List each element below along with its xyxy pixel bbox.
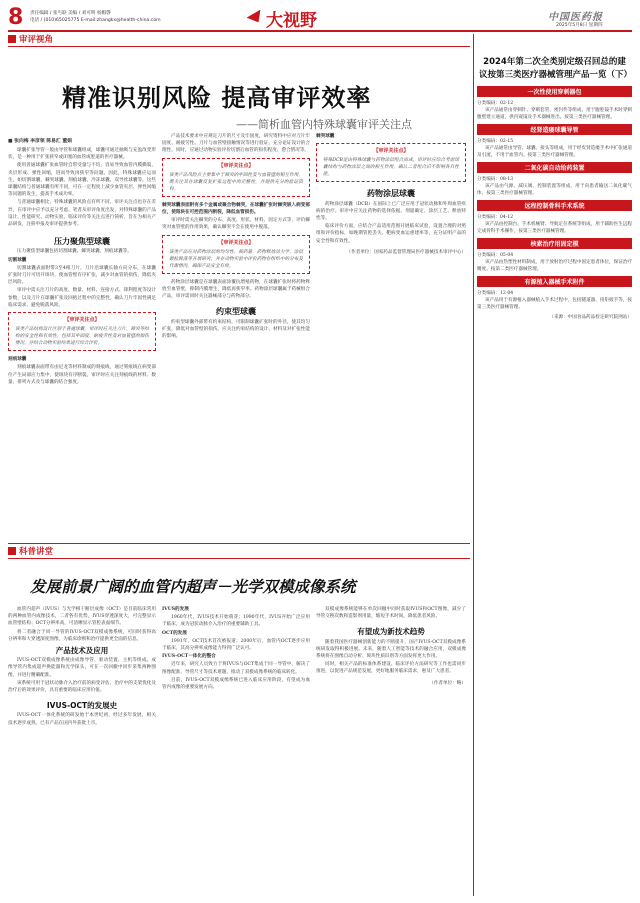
sidebar-entry <box>477 276 632 311</box>
review-note-text: 特殊DCB是由特殊球囊与药物涂层组合而成，审评时应综合考虑球囊结构与药物涂层之间的相互作用，确认二者组合后不影响各自性能。 <box>323 158 459 178</box>
paragraph: 临床评价方面，应结合产品适用范围开展临床试验，设置合理的对照组和评价指标，如晚期管腔丢失、靶病变血运重建率等，充分证明产品的安全性和有效性。 <box>316 224 466 244</box>
review-note-text: 该类产品风险点主要集中于棘突的牢固性及与血管壁的相互作用，需关注其在球囊反复扩张过程中的完整性，并提供充分的验证资料。 <box>169 172 303 192</box>
article1-col3 <box>316 133 466 257</box>
sidebar-divider <box>473 34 474 896</box>
section-title <box>248 9 317 31</box>
paragraph: 棘突球囊 <box>316 134 335 139</box>
paragraph: 约束型球囊外部带有约束结构，可限制球囊扩张时的外径，使其均匀扩张，降低对血管壁的损伤。应关注约束结构的设计、材料及对扩张性能的影响。 <box>162 319 310 340</box>
paragraph: 刻痕球囊 <box>8 357 27 363</box>
paper-name: 中国医药报 <box>548 12 603 23</box>
section-label: 大视野 <box>266 10 317 31</box>
review-note-title: 【审评关注点】 <box>218 162 254 169</box>
article-title: 精准识别风险 提高审评效率 <box>62 84 372 112</box>
editor-info <box>30 10 161 24</box>
paragraph: 切割球囊表面附带3至4根刀片，刀片沿球囊长轴方向分布，在球囊扩张时刀片可切开斑块，使血管壁有序扩张，减少对血管的损伤，降低夹层风险。 <box>8 265 156 286</box>
paragraph: OCT的发展 <box>162 630 187 636</box>
classification-code: 分类编码：12-04 <box>477 291 514 296</box>
paragraph: 与普通球囊相比，特殊球囊的风险点有所不同，审评关注点也存在差异，在审评中应予以充分考虑。笔者从审评角度出发，对特殊球囊的产品设计、性能研究、动物实验、临床评价等关注点进行简析，旨在为相关产品研发、注册申报及审评提供参考。 <box>8 200 156 228</box>
paragraph: 棘突球囊表面附有多个金属或聚合物棘突，在球囊扩张时棘突嵌入病变部位，使斑块在可控范围内断裂，降低血管损伤。 <box>162 202 310 216</box>
subheading: IVUS-OCT的发展史 <box>46 701 118 711</box>
subheading: 有望成为新技术趋势 <box>357 627 425 637</box>
paragraph: 产品技术要求中应规定刀片的尺寸及牢固度，研究资料中应对刀片牢固度、耐疲劳性、刀片与血管壁接触情况等进行验证，充分论证设计的合理性。同时，应通过动物实验评价切割后血管的损伤程度、愈合情况等。 <box>162 134 310 154</box>
entry-text: 该产品由热塑性材料制成，用于放射治疗过程中固定患者体位，保证治疗精度。按第二类医疗器械管理。 <box>477 260 633 272</box>
paragraph: 药物涂层球囊（DCB）在国际上已广泛应用于冠状动脉和外周血管疾病的治疗。审评中应关注药物的选择依据、剂量确定、涂层工艺、释放特性等。 <box>316 201 466 222</box>
paragraph: 双模成像系统能够在单次回撤中同时获取IVUS和OCT图像，减少了导管交换次数和造影剂用量，缩短手术时间，降低患者风险。 <box>316 607 466 620</box>
entry-heading: 经肾造瘘球囊导管 <box>477 124 632 135</box>
article2-col1 <box>8 606 156 728</box>
sidebar-title: 2024年第二次全类别定级召回总的建议按第三类医疗器械管理产品一览（下） <box>479 57 633 80</box>
classification-code: 分类编码：04-12 <box>477 215 514 220</box>
entry-text: 该产品用于有源植入器械植入手术过程中，包括隧道器、扭矩扳手等，按第三类医疗器械管理。 <box>477 298 633 310</box>
review-note-title: 【审评关注点】 <box>218 239 254 246</box>
masthead <box>8 5 632 31</box>
paragraph: 球囊扩张导管一般由导管和球囊组成，球囊可通过抽吸与充盈改变形状，是一种用于扩张狭窄或闭塞的血管或腔道的医疗器械。 <box>8 148 156 161</box>
review-note-box <box>8 312 156 351</box>
paragraph: 审评时需关注棘突的分布、高度、形状、材料、固定方式等，评价棘突对血管壁的作用效果，确认棘突不会在使用中脱落。 <box>162 218 310 231</box>
sidebar-entry <box>477 238 632 273</box>
classification-code: 分类编码：02-15 <box>477 139 514 144</box>
section-logo-icon <box>247 10 266 27</box>
entry-heading: 远程控制骨科手术系统 <box>477 200 632 211</box>
article1-col2 <box>162 133 310 341</box>
column-marker-icon <box>8 35 16 43</box>
review-note-text: 该类产品应对药物涂层的均匀性、载药量、药物释放动力学、涂层微粒脱落等开展研究，并在动物实验中评价药物在组织中的分布及代谢情况，确保产品安全有效。 <box>169 249 303 269</box>
sidebar-source: （来源：中国食品药品检定研究院网站） <box>549 315 632 320</box>
subheading: 药物涂层球囊 <box>367 189 415 199</box>
paragraph: IVUS-OCT双模成像系统由成像导管、驱动装置、主机等组成。成像导管内集成超声换能器和光学探头，可在一次回撤中同步采集两种图像，并进行精确配准。 <box>8 658 156 678</box>
entry-text: 该产品通常由导管、球囊、接头等组成，用于经皮肾造瘘手术中扩张通道及引流，不用于血管内。按第三类医疗器械管理。 <box>477 146 633 158</box>
paragraph: 1991年，OCT技术首次被报道；2000年后，血管内OCT逐步应用于临床，其高分辨率成像能力得到广泛认可。 <box>162 638 310 652</box>
article2-col3 <box>316 606 466 688</box>
paragraph: 近年来，研究人员致力于将IVUS与OCT集成于同一导管中，解决了图像配准、导管尺寸等技术难题，推动了双模成像系统的临床转化。 <box>162 662 310 675</box>
review-note-title: 【审评关注点】 <box>64 317 100 324</box>
paragraph: 同时，相关产品的标准体系建设、临床评价方法研究等工作也需同步推进，以促进产品规范发展，更好地服务临床需求，惠及广大患者。 <box>316 662 466 675</box>
sidebar-entry <box>477 86 632 121</box>
paragraph: 使用普通球囊扩张血管时自带受量与不均，容易导致血管内膜撕裂、夹层形成、弹性回缩，进而导致再狭窄等问题。因此，特殊球囊应运而生，如切割球囊、棘突球囊、刻痕球囊、冷冻球囊、双导丝球囊等。这些球囊结构与普通球囊有所不同，可在一定程度上减少血管夹层、弹性回缩等问题的发生，提高手术成功率。 <box>8 163 156 198</box>
paragraph: 该系统可用于冠状动脉介入治疗前的病变评估、治疗中的支架优化及治疗后的效果评价，具有重要的临床应用价值。 <box>8 680 156 694</box>
review-note-box <box>316 143 466 182</box>
author-affiliation: （作者单位：国家药品监督管理局医疗器械技术审评中心） <box>346 249 466 255</box>
byline: ■ 张向梅 李彦领 陈易汇 董娟 <box>8 139 72 144</box>
entry-text: 该产品通常由穿刺针、穿刺套管、密封件等组成，用于腹腔镜手术时穿刺腹壁建立通道，供内窥镜及手术器械进出。按第三类医疗器械管理。 <box>477 108 633 120</box>
subheading: 压力聚焦型球囊 <box>54 237 110 247</box>
subheading: 产品技术及应用 <box>55 646 109 656</box>
column-tag <box>8 545 468 557</box>
paragraph: IVUS的发展 <box>162 607 189 612</box>
sidebar-entry <box>477 200 632 235</box>
review-note-text: 该类产品结构设计区别于普通球囊，审评时应关注刀片、棘突等结构的安全性和有效性，包括其牢固度、耐疲劳性及对血管壁的损伤情况，并结合动物实验结果进行综合评价。 <box>15 327 149 347</box>
paragraph: 1960年代，IVUS技术开始萌芽；1990年代，IVUS开始广泛应用于临床，成为冠状动脉介入治疗的重要辅助工具。 <box>162 615 310 628</box>
column-label: 科普讲堂 <box>19 547 54 557</box>
classification-code: 分类编码：02-12 <box>477 101 514 106</box>
sidebar-entry <box>477 124 632 159</box>
classification-code: 分类编码：08-13 <box>477 177 514 182</box>
paragraph: 随着我国医疗器械创新能力的不断提升，国产IVUS-OCT双模成像系统研发取得积极进展。未来，随着人工智能等技术的融合应用，双模成像系统将在图像自动分析、斑块性质识别等方面发挥更大作用。 <box>316 639 466 660</box>
entry-heading: 一次性使用穿刺器包 <box>477 86 632 97</box>
review-note-box <box>162 158 310 197</box>
sidebar <box>477 34 632 320</box>
entry-heading: 有源植入器械手术附件 <box>477 276 632 287</box>
author-affiliation: （作者单位：略） <box>429 680 466 686</box>
column-marker-icon <box>8 547 16 555</box>
issue-date: 2025年5月8日 星期四 <box>556 23 603 28</box>
entry-heading: 核素治疗用固定模 <box>477 238 632 249</box>
paragraph: 审评中需关注刀片的高度、数量、材料、连接方式、锋利程度等设计参数，以及刀片在球囊扩张及回抱过程中的完整性，确认刀片牢固性满足临床需求，避免脱落风险。 <box>8 288 156 308</box>
paragraph: 血管内超声（IVUS）与光学相干断层成像（OCT）是目前临床常用的两种血管内成像技术，二者各有优势。IVUS穿透深度大，可完整显示血管壁结构；OCT分辨率高，可清晰显示管腔表面细节。 <box>8 607 156 627</box>
paragraph: 切割球囊 <box>8 257 27 263</box>
entry-heading: 二氧化碳自动给药装置 <box>477 162 632 173</box>
paragraph: IVUS-OCT一体化系统的研发始于本世纪初，经过多年发展，相关技术逐步成熟，已有产品在国内外获批上市。 <box>8 713 156 726</box>
paragraph: 将二者融合于同一导管的IVUS-OCT双模成像系统，可同时获得高分辨率和大穿透深度图像，为临床诊断和治疗提供更全面的信息。 <box>8 629 156 642</box>
column-tag <box>8 33 468 45</box>
paragraph: 刻痕球囊表面带有由尼龙等材料制成的刻痕线，通过刻痕线在病变部位产生局部应力集中，使斑块有序断裂。审评时应关注刻痕线的材料、数量、排列方式及与球囊的结合强度。 <box>8 365 156 385</box>
entry-text: 该产品由气源、减压阀、控制装置等组成，用于向患者输送二氧化碳气体，按第三类医疗器械管理。 <box>477 184 632 196</box>
column-label: 审评视角 <box>19 35 54 45</box>
contact-line: 电话 / (010)65025775 E-mail:zhangkx@health-china.com <box>30 18 161 23</box>
column-rule <box>8 558 470 559</box>
section-divider <box>8 543 470 544</box>
paragraph: 压力聚焦型球囊包括切割球囊、棘突球囊、刻痕球囊等。 <box>17 249 132 255</box>
page-number: 8 <box>8 5 24 30</box>
editor-line: 责任编辑 / 张丐联 美编 / 刘可明 杨帽磬 <box>30 11 111 16</box>
paragraph: 药物涂层球囊是在球囊表面涂覆抗增殖药物，在球囊扩张时将药物释放至血管壁，抑制内膜增生，降低再狭窄率。药物涂层球囊属于药械组合产品，审评需同时关注器械部分与药物部分。 <box>162 279 310 300</box>
article1-col1 <box>8 147 156 387</box>
paragraph: IVUS-OCT一体化的整合 <box>162 654 216 660</box>
article-subtitle: ——简析血管内特殊球囊审评关注点 <box>236 118 412 131</box>
review-note-title: 【审评关注点】 <box>373 148 409 155</box>
article-title: 发展前景广阔的血管内超声－光学双模成像系统 <box>30 578 356 596</box>
paragraph: 目前，IVUS-OCT双模成像系统已进入临床应用阶段，有望成为血管内成像的重要发展方向。 <box>162 677 310 691</box>
column-rule <box>8 46 470 47</box>
sidebar-entry <box>477 162 632 197</box>
article2-col2 <box>162 606 310 692</box>
entry-text: 该产品由控制台、手术机械臂、导航定位系统等组成，用于辅助医生远程完成骨科手术操作，按第三类医疗器械管理。 <box>477 222 633 234</box>
classification-code: 分类编码：05-04 <box>477 253 514 258</box>
masthead-rule <box>8 30 632 32</box>
review-note-box <box>162 235 310 274</box>
subheading: 约束型球囊 <box>216 307 256 317</box>
